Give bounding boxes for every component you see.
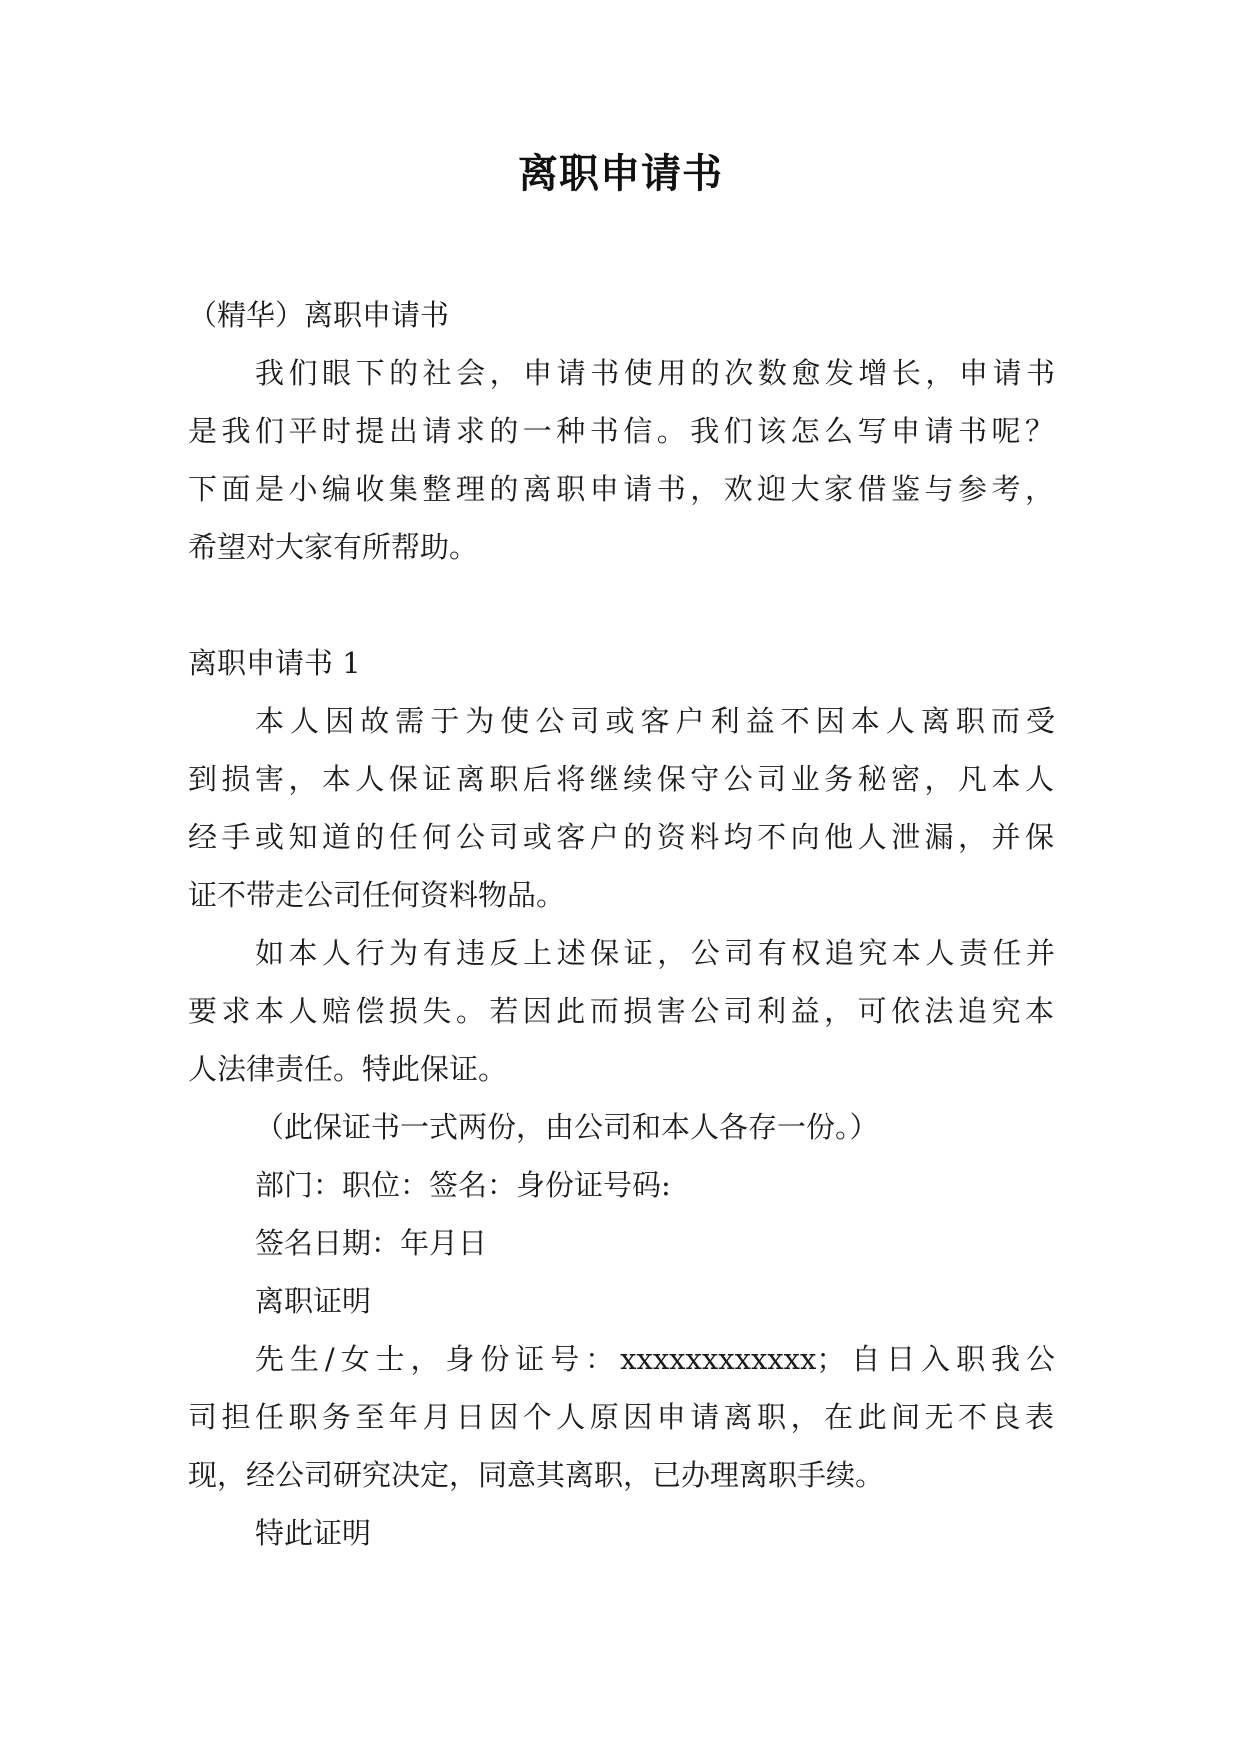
note-line: （此保证书一式两份，由公司和本人各存一份。）: [255, 1110, 879, 1144]
certificate-line-1: 先生/女士，身份证号：xxxxxxxxxxxx；自日入职我公: [255, 1342, 1055, 1376]
date-line: 签名日期：年月日: [255, 1226, 488, 1260]
section-heading: 离职申请书 1: [188, 646, 361, 680]
body-line-3: 经手或知道的任何公司或客户的资料均不向他人泄漏，并保: [188, 820, 1054, 854]
body-line-4: 证不带走公司任何资料物品。: [188, 878, 566, 912]
subtitle-line: （精华）离职申请书: [188, 298, 450, 332]
closing-line: 特此证明: [255, 1516, 372, 1550]
intro-line-4: 希望对大家有所帮助。: [188, 530, 479, 564]
intro-line-2: 是我们平时提出请求的一种书信。我们该怎么写申请书呢？: [188, 414, 1054, 448]
body-line-2: 到损害，本人保证离职后将继续保守公司业务秘密，凡本人: [188, 762, 1054, 796]
certificate-line-2: 司担任职务至年月日因个人原因申请离职，在此间无不良表: [188, 1400, 1054, 1434]
intro-line-3: 下面是小编收集整理的离职申请书，欢迎大家借鉴与参考，: [188, 472, 1054, 506]
intro-line-1: 我们眼下的社会，申请书使用的次数愈发增长，申请书: [255, 356, 1055, 390]
body-line-6: 要求本人赔偿损失。若因此而损害公司利益，可依法追究本: [188, 994, 1054, 1028]
fields-line: 部门：职位：签名：身份证号码:: [255, 1168, 671, 1202]
body-line-7: 人法律责任。特此保证。: [188, 1052, 508, 1086]
body-line-1: 本人因故需于为使公司或客户利益不因本人离职而受: [255, 704, 1055, 738]
certificate-heading: 离职证明: [255, 1284, 372, 1318]
body-line-5: 如本人行为有违反上述保证，公司有权追究本人责任并: [255, 936, 1055, 970]
certificate-line-3: 现，经公司研究决定，同意其离职，已办理离职手续。: [188, 1458, 885, 1492]
document-title: 离职申请书: [518, 151, 723, 197]
